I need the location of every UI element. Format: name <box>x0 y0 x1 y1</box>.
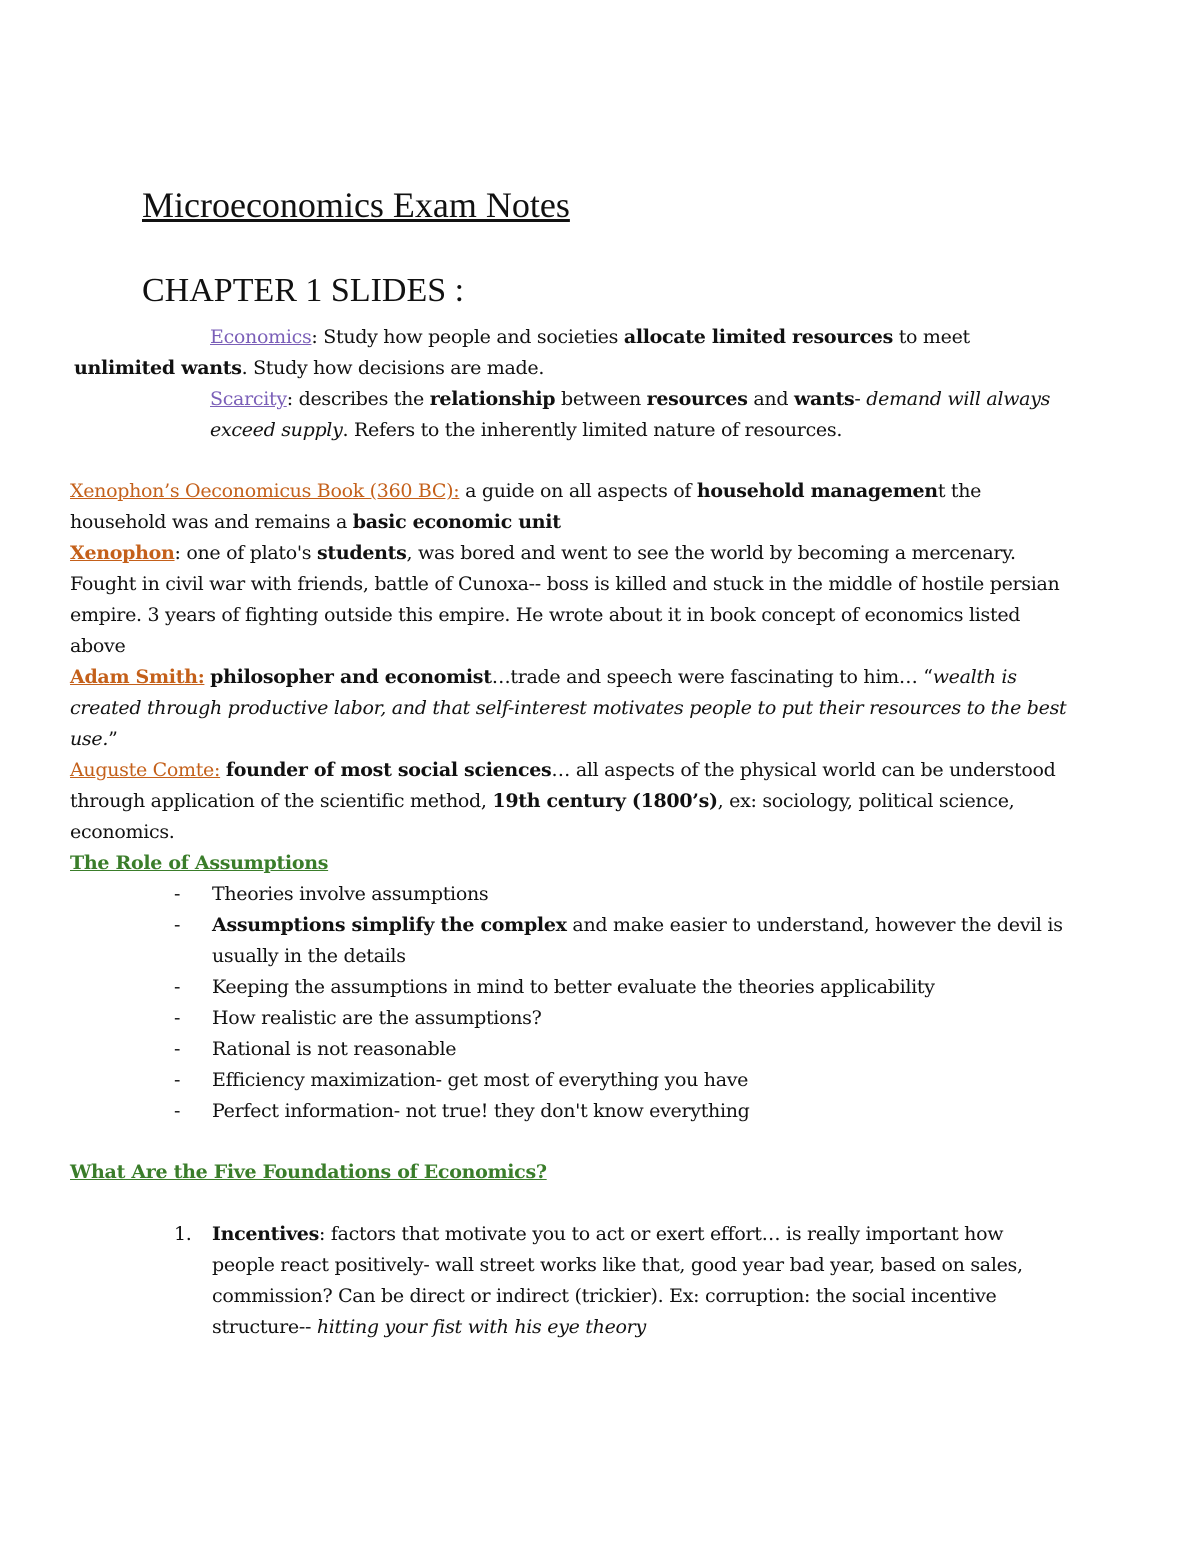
text-fragment: . Refers to the inherently limited nature of resources. <box>342 419 843 441</box>
paragraph-adam-smith <box>70 662 1070 755</box>
dash-bullet: - <box>174 1007 181 1029</box>
term-adam-smith: Adam Smith: <box>70 666 205 688</box>
list-item-text: Keeping the assumptions in mind to better evaluate the theories applicability <box>212 976 935 998</box>
list-item <box>70 879 1070 910</box>
dash-bullet: - <box>174 976 181 998</box>
list-item <box>70 1096 1070 1127</box>
list-item-text: Perfect information- not true! they don't know everything <box>212 1100 750 1122</box>
list-item-text: Rational is not reasonable <box>212 1038 457 1060</box>
bold-fragment: household managemen <box>696 480 938 502</box>
paragraph-comte <box>70 755 1070 848</box>
term-comte: Auguste Comte: <box>70 759 221 781</box>
list-item <box>70 910 1070 972</box>
list-item <box>70 972 1070 1003</box>
text-fragment: a guide on all aspects of <box>459 480 697 502</box>
assumptions-list <box>70 879 1070 1127</box>
term-xenophon-book: Xenophon’s Oeconomicus Book (360 BC): <box>70 480 460 502</box>
page-title: Microeconomics Exam Notes <box>142 185 570 225</box>
text-fragment: … all aspects of the physical world can be understood through application of the scientific method, <box>70 759 1056 812</box>
bold-fragment: founder of most social sciences <box>225 759 552 781</box>
list-item <box>70 1219 1070 1343</box>
bold-fragment: unlimited wants <box>74 357 242 379</box>
text-fragment: - <box>854 388 867 410</box>
italic-fragment: hitting your fist with his eye theory <box>316 1316 646 1338</box>
foundations-section <box>70 1157 1070 1343</box>
text-fragment: , was bored and went to see the world by becoming a mercenary. Fought in civil war with friends, battle of Cunoxa-- boss is killed and stuck in the middle of hostile persian empire. 3 years of fighting outside this empire. He wrote about it in book concept of economics listed above <box>70 542 1060 657</box>
text-fragment: : Study how people and societies <box>311 326 624 348</box>
bold-fragment: 19th century (1800’s) <box>492 790 718 812</box>
list-item-text: How realistic are the assumptions? <box>212 1007 542 1029</box>
definition-scarcity <box>210 384 1070 446</box>
bold-fragment: philosopher and economist <box>210 666 492 688</box>
definitions-block <box>70 322 1070 446</box>
bold-fragment: basic economic unit <box>352 511 561 533</box>
assumptions-heading: The Role of Assumptions <box>70 852 329 874</box>
dash-bullet: - <box>174 1069 181 1091</box>
list-item <box>70 1003 1070 1034</box>
italic-fragment: wealth is created through productive labor, and that self-interest motivates people to put their resources to the best use. <box>70 666 1067 750</box>
dash-bullet: - <box>174 914 181 936</box>
chapter-heading: CHAPTER 1 SLIDES : <box>142 272 465 309</box>
text-fragment: between <box>555 388 647 410</box>
list-item <box>70 1034 1070 1065</box>
paragraph-xenophon-book <box>70 476 1070 538</box>
bold-fragment: allocate limited resources <box>623 326 893 348</box>
foundations-heading: What Are the Five Foundations of Economics? <box>70 1161 547 1183</box>
text-fragment: t the household was and remains a <box>70 480 982 533</box>
text-fragment: . Study how decisions are made. <box>241 357 545 379</box>
dash-bullet: - <box>174 1100 181 1122</box>
text-fragment: …trade and speech were fascinating to him… “ <box>491 666 933 688</box>
text-fragment: : one of plato's <box>174 542 317 564</box>
bold-fragment: wants <box>793 388 855 410</box>
bold-fragment: Assumptions simplify the complex <box>212 914 567 936</box>
list-item-text: Efficiency maximization- get most of everything you have <box>212 1069 749 1091</box>
text-fragment: ” <box>108 728 118 750</box>
paragraph-xenophon <box>70 538 1070 662</box>
text-fragment: to meet <box>892 326 970 348</box>
dash-bullet: - <box>174 1038 181 1060</box>
history-block <box>70 476 1070 848</box>
italic-fragment: demand will always exceed supply <box>210 388 1051 441</box>
list-item-text: and make easier to understand, however the devil is usually in the details <box>212 914 1063 967</box>
list-number: 1. <box>174 1223 192 1245</box>
bold-fragment: students <box>316 542 407 564</box>
list-item-text: : factors that motivate you to act or exert effort… is really important how people react positively- wall street works like that, good year bad year, based on sales, commission? Can be direct or indirect (trickier). Ex: corruption: the social incentive structure-- <box>212 1223 1023 1338</box>
text-fragment: , ex: sociology, political science, economics. <box>70 790 1015 843</box>
foundations-list <box>70 1219 1070 1343</box>
document-content <box>70 180 1070 1343</box>
definition-economics <box>74 322 1070 384</box>
assumptions-section <box>70 848 1070 1127</box>
text-fragment: : describes the <box>286 388 430 410</box>
term-economics: Economics <box>210 326 312 348</box>
term-scarcity: Scarcity <box>210 388 287 410</box>
bold-fragment: relationship <box>429 388 556 410</box>
bold-fragment: Incentives <box>212 1223 319 1245</box>
text-fragment: and <box>747 388 794 410</box>
list-item-text: Theories involve assumptions <box>212 883 489 905</box>
bold-fragment: resources <box>646 388 748 410</box>
term-xenophon: Xenophon <box>70 542 175 564</box>
list-item <box>70 1065 1070 1096</box>
dash-bullet: - <box>174 883 181 905</box>
